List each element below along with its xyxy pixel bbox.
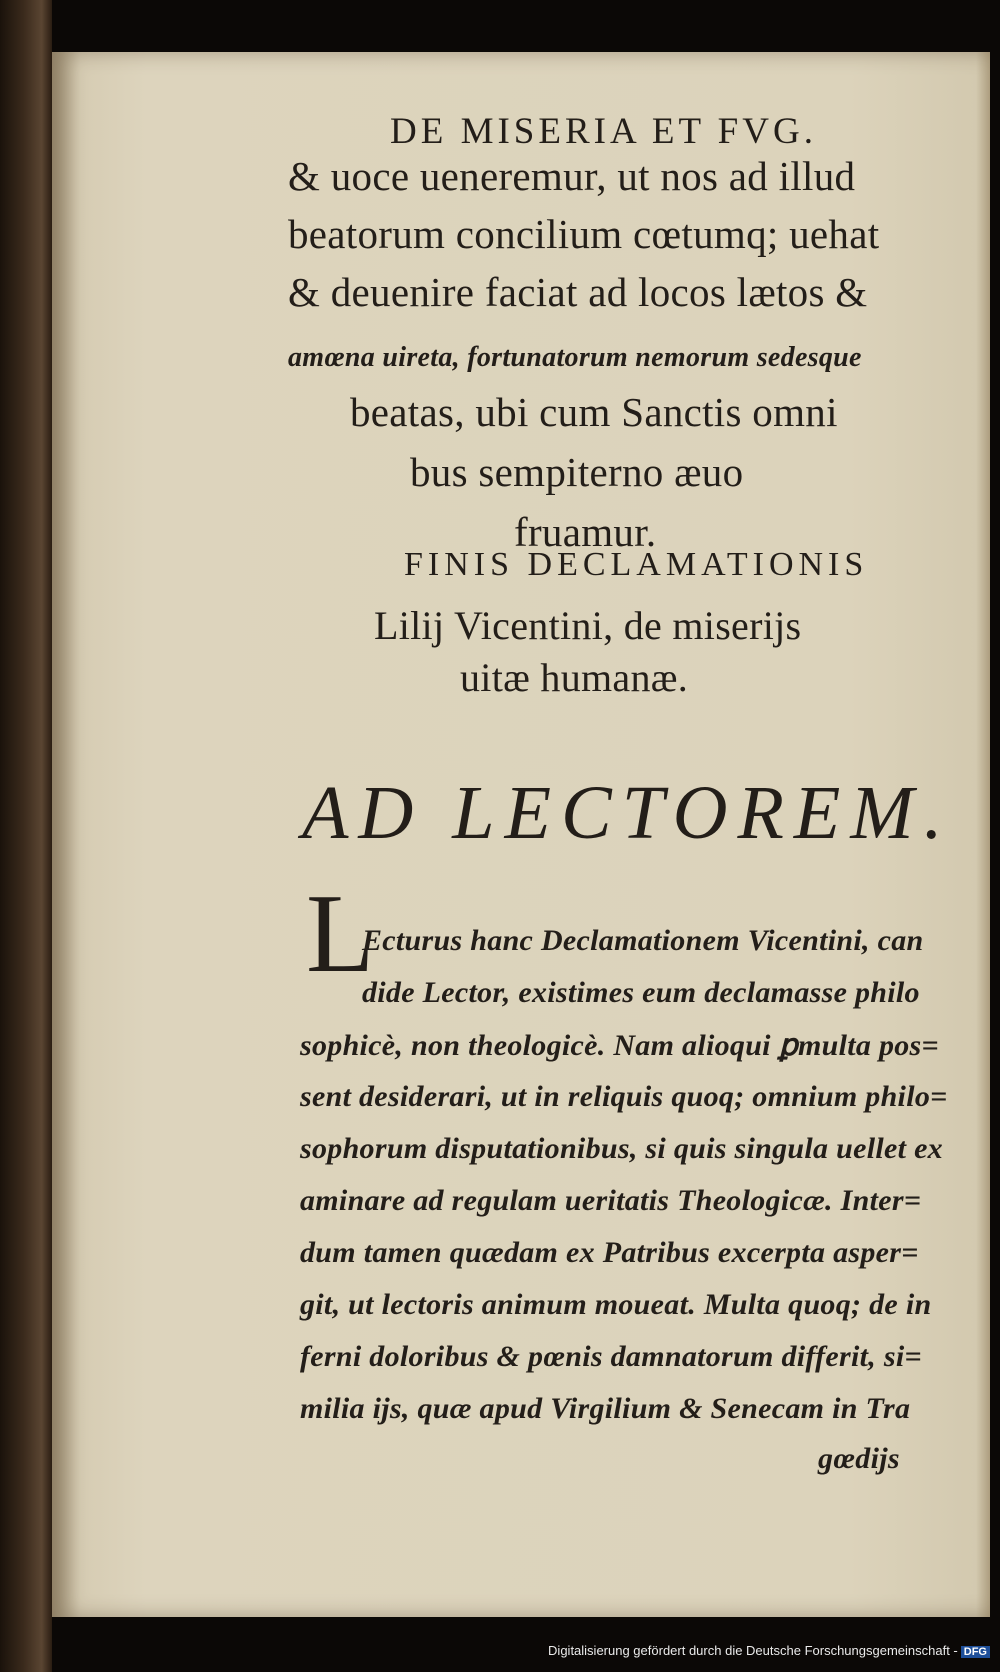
- ad-lectorem-heading: AD LECTOREM.: [302, 771, 953, 855]
- dfg-logo: DFG: [961, 1646, 990, 1658]
- lectorem-line-6: aminare ad regulam ueritatis Theologicæ. Inter=: [300, 1184, 922, 1217]
- digitization-footer: [548, 1643, 990, 1658]
- lectorem-line-5: sophorum disputationibus, si quis singula uellet ex: [300, 1132, 943, 1165]
- lectorem-line-10: milia ijs, quæ apud Virgilium & Senecam in Tra: [300, 1392, 911, 1425]
- finis-heading: FINIS DECLAMATIONIS: [404, 546, 869, 583]
- lectorem-line-4: sent desiderari, ut in reliquis quoq; omnium philo=: [300, 1080, 948, 1113]
- page-edge-shadow: [976, 52, 990, 1617]
- body-line-4: amœna uireta, fortunatorum nemorum sedesque: [288, 342, 862, 373]
- footer-text: Digitalisierung gefördert durch die Deutsche Forschungsgemeinschaft -: [548, 1643, 958, 1658]
- body-line-6: bus sempiterno æuo: [410, 449, 744, 495]
- finis-line-2: Lilij Vicentini, de miserijs: [374, 603, 802, 648]
- lectorem-line-3: sophicè, non theologicè. Nam alioqui ꝑmulta pos=: [300, 1029, 939, 1062]
- lectorem-line-7: dum tamen quædam ex Patribus excerpta asper=: [300, 1236, 919, 1269]
- finis-line-3: uitæ humanæ.: [460, 655, 689, 700]
- body-line-5: beatas, ubi cum Sanctis omni: [350, 389, 838, 435]
- running-head: DE MISERIA ET FVG.: [390, 111, 817, 152]
- book-page: [52, 52, 990, 1617]
- lectorem-line-2: dide Lector, existimes eum declamasse philo: [362, 976, 920, 1009]
- body-line-7: fruamur.: [514, 509, 657, 555]
- body-line-1: & uoce ueneremur, ut nos ad illud: [288, 153, 856, 199]
- body-line-2: beatorum concilium cœtumq; uehat: [288, 211, 880, 257]
- lectorem-line-9: ferni doloribus & pœnis damnatorum differit, si=: [300, 1340, 922, 1373]
- lectorem-line-1: Ecturus hanc Declamationem Vicentini, can: [362, 924, 924, 957]
- body-line-3: & deuenire faciat ad locos lætos &: [288, 269, 868, 315]
- drop-cap: L: [306, 872, 375, 996]
- catchword: gœdijs: [818, 1442, 900, 1475]
- book-spine: [0, 0, 52, 1672]
- lectorem-line-8: git, ut lectoris animum moueat. Multa quoq; de in: [300, 1288, 932, 1321]
